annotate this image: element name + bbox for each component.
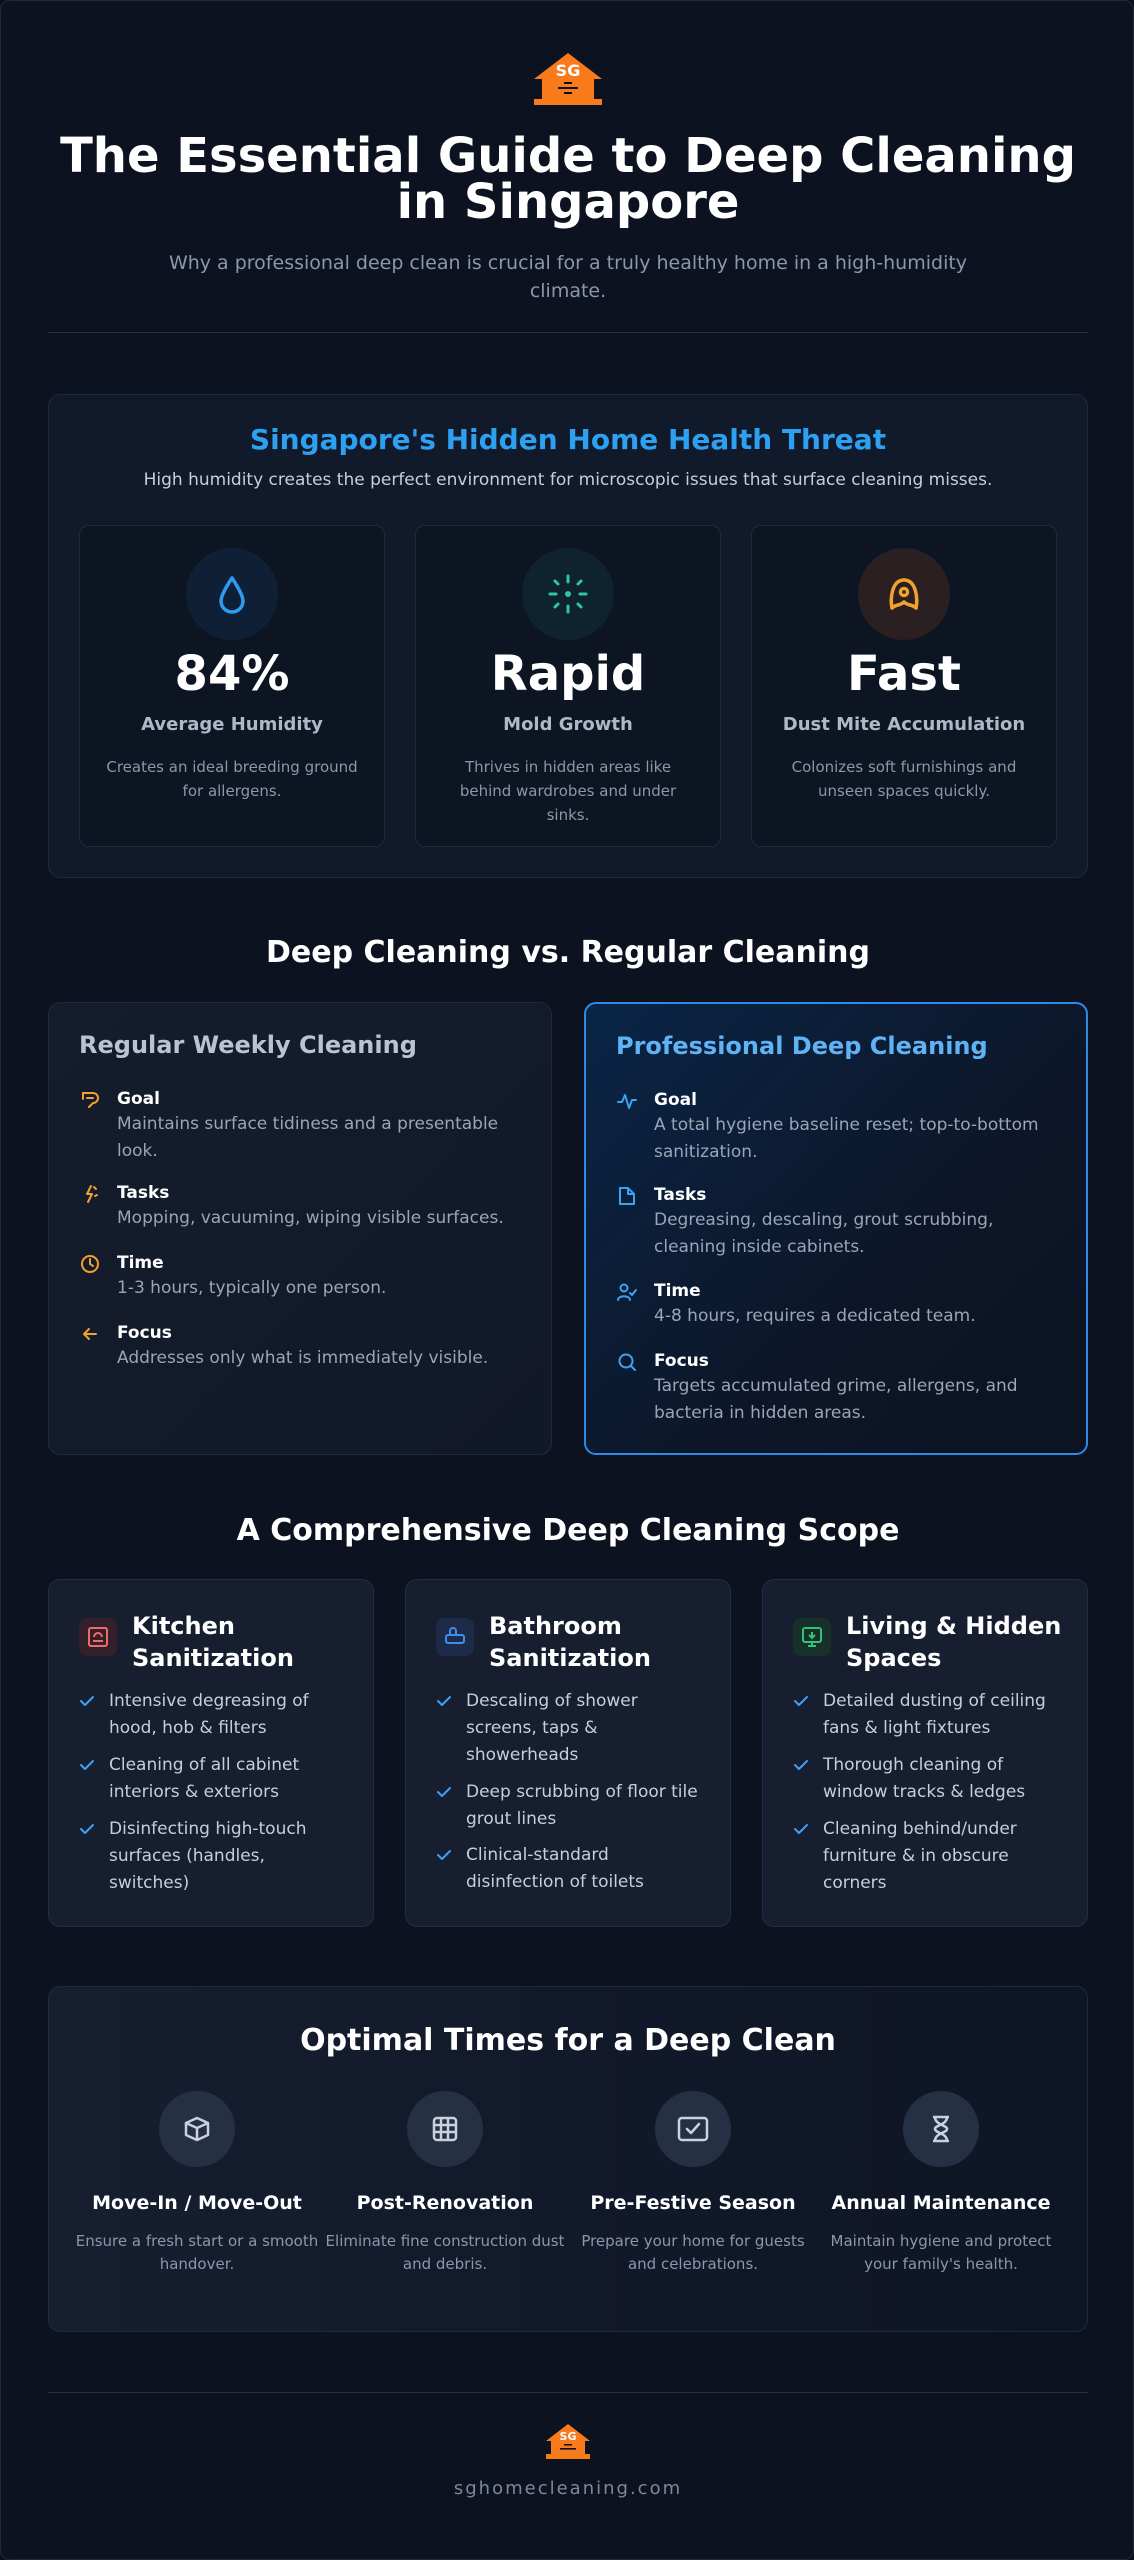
sparkle-icon	[79, 1183, 101, 1205]
file-icon	[616, 1185, 638, 1207]
stat-desc: Creates an ideal breeding ground for allergens.	[106, 758, 358, 800]
scope-card-living	[762, 1579, 1088, 1927]
card-title: Bathroom Sanitization	[489, 1612, 651, 1672]
check-icon	[79, 1693, 95, 1709]
professional-cleaning-card	[584, 1002, 1088, 1455]
search-icon	[616, 1351, 638, 1373]
regular-cleaning-card	[48, 1002, 552, 1455]
page-subtitle: Why a professional deep clean is crucial for a truly healthy home in a high-humidity climate.	[168, 252, 968, 302]
divider	[48, 332, 1088, 333]
time-label: Move-In / Move-Out	[92, 2192, 302, 2214]
comparison-item-tasks	[616, 1183, 1066, 1261]
svg-text:SG: SG	[559, 2430, 577, 2443]
item-text: Intensive degreasing of hood, hob & filters	[109, 1691, 309, 1738]
calendar-check-icon	[655, 2091, 731, 2167]
time-desc: Eliminate fine construction dust and debris.	[325, 2232, 565, 2273]
card-title: Kitchen Sanitization	[132, 1612, 294, 1672]
divider	[48, 2392, 1088, 2393]
time-desc: Ensure a fresh start or a smooth handover.	[75, 2232, 319, 2273]
scope-list-item	[79, 1688, 349, 1742]
item-text: Clinical-standard disinfection of toilets	[466, 1845, 644, 1892]
comparison-item-goal	[616, 1088, 1066, 1166]
item-label: Tasks	[117, 1183, 170, 1203]
footer	[1, 2422, 1134, 2499]
header	[1, 49, 1134, 305]
clock-icon	[79, 1253, 101, 1275]
optimal-times-section	[48, 1986, 1088, 2332]
threat-subtitle: High humidity creates the perfect environment for microscopic issues that surface cleaning misses.	[143, 470, 993, 490]
comparison-item-time	[616, 1279, 1066, 1330]
item-label: Focus	[654, 1351, 709, 1371]
scope-list-item	[793, 1752, 1063, 1806]
check-icon	[79, 1821, 95, 1837]
check-icon	[436, 1784, 452, 1800]
item-text: Maintains surface tidiness and a presentable look.	[117, 1114, 499, 1161]
pulse-icon	[616, 1090, 638, 1112]
card-title: Professional Deep Cleaning	[616, 1032, 988, 1060]
item-label: Focus	[117, 1323, 172, 1343]
item-text: Cleaning of all cabinet interiors & exteriors	[109, 1755, 300, 1802]
dust-mite-icon	[858, 548, 950, 640]
item-text: Descaling of shower screens, taps & showerheads	[466, 1691, 638, 1765]
house-logo-icon	[528, 49, 608, 111]
page-title: The Essential Guide to Deep Cleaning in Singapore	[60, 128, 1076, 230]
team-icon	[616, 1281, 638, 1303]
arrow-left-icon	[79, 1323, 101, 1345]
comparison-item-tasks	[79, 1181, 529, 1232]
scope-list-item	[436, 1779, 706, 1833]
spore-icon	[522, 548, 614, 640]
check-icon	[793, 1693, 809, 1709]
check-icon	[436, 1693, 452, 1709]
stat-desc: Thrives in hidden areas like behind wardrobes and under sinks.	[459, 758, 677, 824]
item-label: Time	[117, 1253, 164, 1273]
item-text: Cleaning behind/under furniture & in obscure corners	[823, 1819, 1017, 1893]
comparison-item-goal	[79, 1087, 529, 1165]
time-label: Pre-Festive Season	[590, 2192, 796, 2214]
time-item-move	[72, 2091, 322, 2276]
scope-card-bathroom	[405, 1579, 731, 1927]
time-desc: Maintain hygiene and protect your family's health.	[830, 2232, 1052, 2273]
check-icon	[436, 1847, 452, 1863]
item-text: 1-3 hours, typically one person.	[117, 1278, 387, 1298]
check-icon	[793, 1821, 809, 1837]
oven-icon	[79, 1618, 117, 1656]
comparison-item-time	[79, 1251, 529, 1302]
comparison-item-focus	[616, 1349, 1066, 1427]
item-label: Goal	[117, 1089, 160, 1109]
stat-label: Dust Mite Accumulation	[782, 714, 1026, 735]
scope-list-item	[79, 1816, 349, 1897]
hand-icon	[79, 1089, 101, 1111]
scope-list-item	[793, 1816, 1063, 1897]
item-text: Detailed dusting of ceiling fans & light fixtures	[823, 1691, 1046, 1738]
item-text: Thorough cleaning of window tracks & ledges	[823, 1755, 1026, 1802]
stat-card-dust-mites	[751, 525, 1057, 847]
box-icon	[159, 2091, 235, 2167]
item-text: Disinfecting high-touch surfaces (handles, switches)	[109, 1819, 307, 1893]
stat-value: Fast	[847, 646, 961, 702]
svg-text:SG: SG	[555, 61, 581, 80]
check-icon	[793, 1757, 809, 1773]
threat-title: Singapore's Hidden Home Health Threat	[249, 423, 887, 456]
scope-list-item	[793, 1688, 1063, 1742]
monitor-icon	[793, 1618, 831, 1656]
footer-domain: sghomecleaning.com	[453, 2478, 683, 2499]
item-text: Mopping, vacuuming, wiping visible surfaces.	[117, 1208, 504, 1228]
time-item-festive	[568, 2091, 818, 2276]
stat-value: 84%	[174, 646, 290, 702]
bathtub-icon	[436, 1618, 474, 1656]
card-title: Regular Weekly Cleaning	[79, 1031, 417, 1059]
stat-desc: Colonizes soft furnishings and unseen spaces quickly.	[791, 758, 1017, 800]
scope-card-kitchen	[48, 1579, 374, 1927]
house-logo-icon	[543, 2422, 593, 2462]
item-text: A total hygiene baseline reset; top-to-bottom sanitization.	[654, 1115, 1039, 1162]
comparison-heading: Deep Cleaning vs. Regular Cleaning	[266, 935, 870, 970]
times-heading: Optimal Times for a Deep Clean	[300, 2023, 836, 2058]
comparison-item-focus	[79, 1321, 529, 1372]
item-text: Addresses only what is immediately visible.	[117, 1348, 489, 1368]
item-label: Time	[654, 1281, 701, 1301]
item-text: 4-8 hours, requires a dedicated team.	[654, 1306, 976, 1326]
threat-section	[48, 394, 1088, 878]
item-label: Goal	[654, 1090, 697, 1110]
stat-card-mold	[415, 525, 721, 847]
time-label: Post-Renovation	[356, 2192, 534, 2214]
time-item-annual	[816, 2091, 1066, 2276]
droplet-icon	[186, 548, 278, 640]
check-icon	[79, 1757, 95, 1773]
item-text: Targets accumulated grime, allergens, and bacteria in hidden areas.	[654, 1376, 1018, 1423]
scope-heading: A Comprehensive Deep Cleaning Scope	[236, 1513, 900, 1548]
stat-card-humidity	[79, 525, 385, 847]
scope-list-item	[436, 1688, 706, 1769]
time-label: Annual Maintenance	[831, 2192, 1051, 2214]
stat-value: Rapid	[490, 646, 646, 702]
stat-label: Average Humidity	[141, 714, 323, 735]
time-item-renovation	[320, 2091, 570, 2276]
grid-icon	[407, 2091, 483, 2167]
hourglass-icon	[903, 2091, 979, 2167]
scope-list-item	[79, 1752, 349, 1806]
item-text: Degreasing, descaling, grout scrubbing, cleaning inside cabinets.	[654, 1210, 994, 1257]
item-text: Deep scrubbing of floor tile grout lines	[466, 1782, 698, 1829]
time-desc: Prepare your home for guests and celebrations.	[581, 2232, 805, 2273]
stat-label: Mold Growth	[503, 714, 633, 735]
scope-list-item	[436, 1842, 706, 1896]
card-title: Living & Hidden Spaces	[846, 1612, 1062, 1672]
item-label: Tasks	[654, 1185, 707, 1205]
